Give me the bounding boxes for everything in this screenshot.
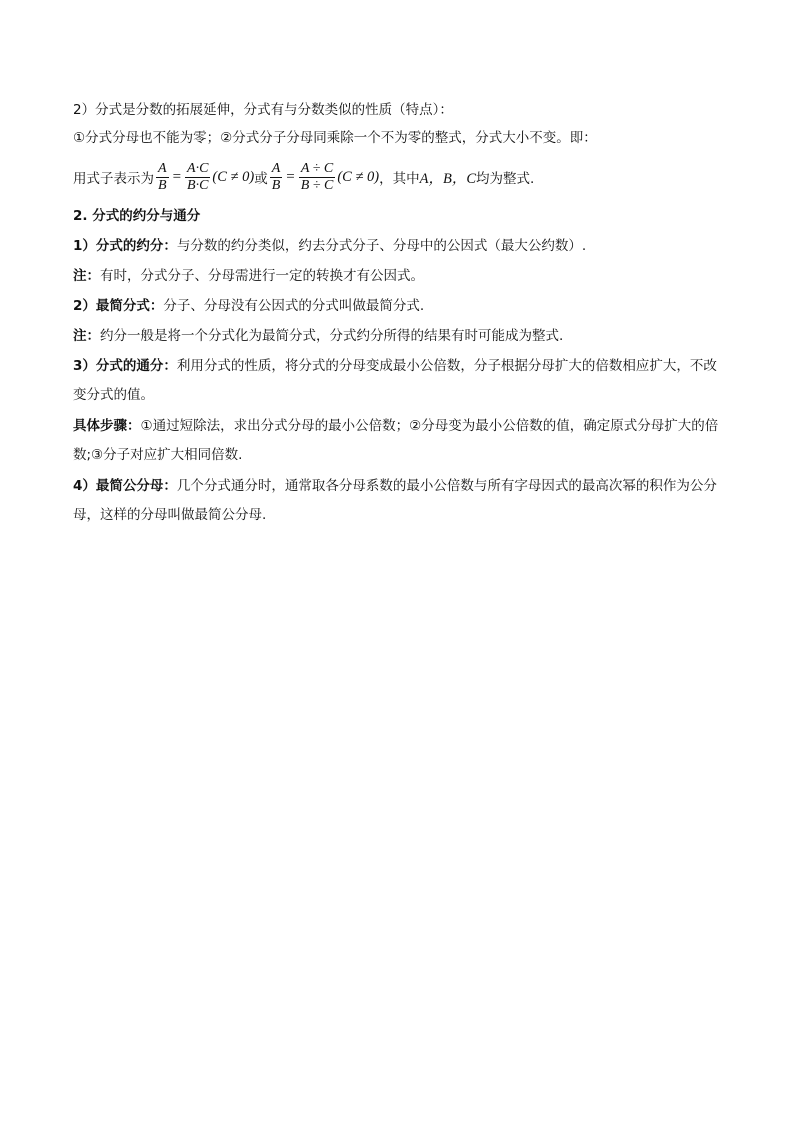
item-simplest-fraction bbox=[73, 292, 725, 320]
note-reduction bbox=[73, 322, 725, 350]
steps-paragraph bbox=[73, 412, 725, 470]
fraction-a-div-c-over-b-div-c bbox=[299, 161, 336, 194]
item-text: 几个分式通分时，通常取各分母系数的最小公倍数与所有字母因式的最高次幂的积作为公分母，这样的分母叫做最简公分母. bbox=[73, 478, 717, 523]
steps-label: 具体步骤： bbox=[73, 418, 141, 434]
document-content bbox=[73, 96, 725, 530]
note-text: 有时，分式分子、分母需进行一定的转换才有公因式。 bbox=[100, 268, 424, 284]
property-intro: 2）分式是分数的拓展延伸，分式有与分数类似的性质（特点）： bbox=[73, 102, 453, 118]
fraction-denominator: B bbox=[158, 177, 167, 193]
note-label: 注： bbox=[73, 268, 100, 284]
formula-variables: A，B，C bbox=[419, 170, 477, 187]
item-text: 分子、分母没有公因式的分式叫做最简分式. bbox=[163, 298, 425, 314]
formula-suffix-post: 均为整式. bbox=[476, 171, 535, 187]
fraction-denominator: B bbox=[271, 177, 281, 193]
fraction-numerator: A bbox=[158, 160, 167, 176]
condition-c-nonzero: (C ≠ 0) bbox=[212, 168, 255, 185]
item-label: 3）分式的通分： bbox=[73, 358, 177, 374]
note-label: 注： bbox=[73, 328, 100, 344]
item-label: 4）最简公分母： bbox=[73, 478, 177, 494]
item-label: 1）分式的约分： bbox=[73, 238, 177, 254]
formula-prefix: 用式子表示为 bbox=[73, 171, 154, 187]
fraction-a-over-b-2 bbox=[270, 161, 283, 194]
item-common-denominator bbox=[73, 352, 725, 410]
note-common-factor bbox=[73, 262, 725, 290]
fraction-ac-over-bc bbox=[185, 161, 210, 194]
fraction-numerator: A ÷ C bbox=[300, 160, 334, 176]
equals-sign: = bbox=[286, 168, 295, 185]
fraction-numerator: A·C bbox=[187, 160, 209, 176]
fraction-denominator: B·C bbox=[187, 177, 209, 193]
fraction-denominator: B ÷ C bbox=[300, 177, 334, 193]
section-heading: 2. 分式的约分与通分 bbox=[73, 208, 201, 224]
equals-sign: = bbox=[172, 168, 182, 185]
or-word: 或 bbox=[254, 171, 268, 187]
condition-c-nonzero-2: (C ≠ 0) bbox=[337, 168, 380, 185]
item-text: 与分数的约分类似，约去分式分子、分母中的公因式（最大公约数）. bbox=[176, 238, 587, 254]
fraction-numerator: A bbox=[271, 160, 281, 176]
item-reduction bbox=[73, 232, 725, 260]
formula-line bbox=[73, 154, 725, 200]
note-text: 约分一般是将一个分式化为最简分式，分式约分所得的结果有时可能成为整式. bbox=[100, 328, 564, 344]
item-lowest-common-denominator bbox=[73, 472, 725, 530]
fraction-a-over-b bbox=[156, 161, 169, 194]
formula-suffix-pre: ，其中 bbox=[379, 171, 420, 187]
item-label: 2）最简分式： bbox=[73, 298, 164, 314]
property-rules: ①分式分母也不能为零；②分式分子分母同乘除一个不为零的整式，分式大小不变。即： bbox=[73, 130, 597, 146]
steps-text: ①通过短除法，求出分式分母的最小公倍数；②分母变为最小公倍数的值，确定原式分母扩大的倍数;③分子对应扩大相同倍数. bbox=[73, 418, 719, 463]
item-text: 利用分式的性质，将分式的分母变成最小公倍数，分子根据分母扩大的倍数相应扩大，不改变分式的值。 bbox=[73, 358, 717, 403]
